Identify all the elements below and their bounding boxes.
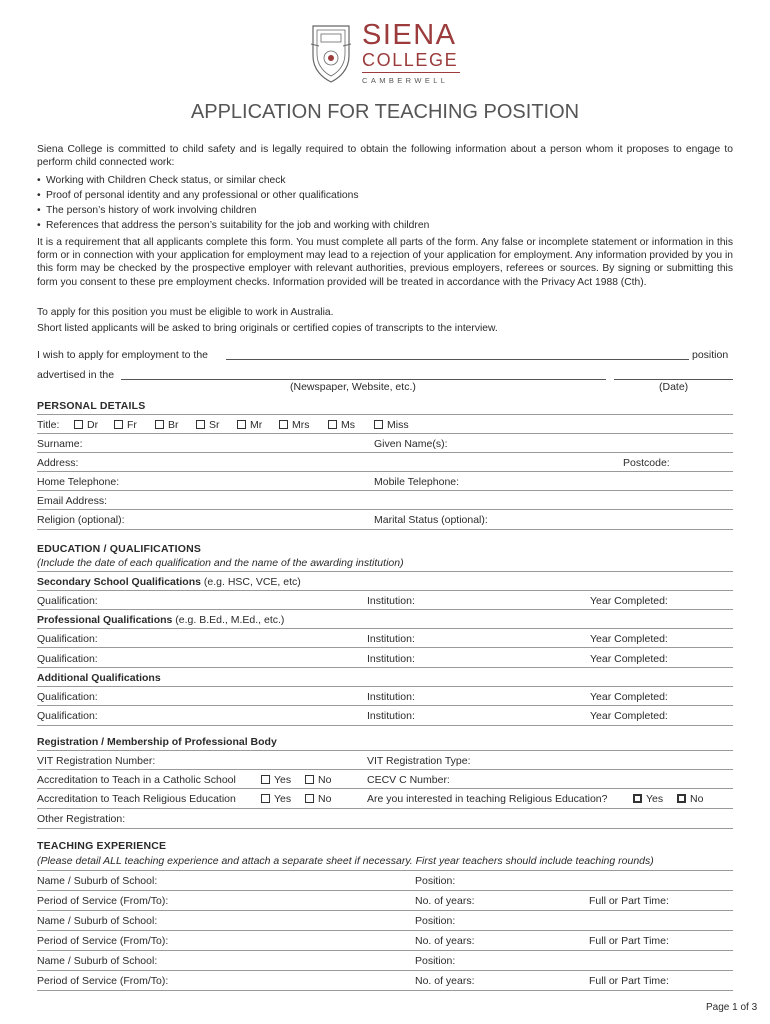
institution-field[interactable]: Institution: <box>367 691 415 703</box>
divider <box>37 930 733 931</box>
fulltime-field[interactable]: Full or Part Time: <box>589 935 669 947</box>
position-field[interactable]: Position: <box>415 915 456 927</box>
eligibility-text: To apply for this position you must be eligible to work in Australia. <box>37 307 334 318</box>
postcode-field[interactable]: Postcode: <box>623 457 670 469</box>
title-checkbox[interactable] <box>74 420 83 429</box>
intro-paragraph: Siena College is committed to child safety and is legally required to obtain the following information about a person whom it proposes to engage to perform child connected work: <box>37 144 733 169</box>
divider <box>37 828 733 829</box>
divider <box>37 509 733 510</box>
logo-divider <box>362 72 460 73</box>
page-title: APPLICATION FOR TEACHING POSITION <box>190 101 580 123</box>
title-checkbox[interactable] <box>196 420 205 429</box>
logo-college-word: COLLEGE <box>362 50 459 70</box>
no-label: No <box>690 793 704 805</box>
divider <box>37 452 733 453</box>
interested-re-no-checkbox[interactable] <box>677 794 686 803</box>
qualification-field[interactable]: Qualification: <box>37 691 98 703</box>
school-name-field[interactable]: Name / Suburb of School: <box>37 915 158 927</box>
experience-heading: TEACHING EXPERIENCE <box>37 840 167 852</box>
bullet-item: • Proof of personal identity and any professional or other qualifications <box>46 189 359 202</box>
yes-label: Yes <box>274 793 292 805</box>
secondary-heading: Secondary School Qualifications (e.g. HSC, VCE, etc) <box>37 576 301 588</box>
divider <box>37 590 733 591</box>
divider <box>37 970 733 971</box>
title-option: Sr <box>209 419 220 431</box>
year-completed-field[interactable]: Year Completed: <box>590 710 668 722</box>
institution-field[interactable]: Institution: <box>367 633 415 645</box>
logo-college-name: SIENA <box>362 19 457 51</box>
fulltime-field[interactable]: Full or Part Time: <box>589 895 669 907</box>
bullet-item: • The person’s history of work involving children <box>46 204 256 217</box>
accreditation-re-label: Accreditation to Teach Religious Education <box>37 793 236 805</box>
period-field[interactable]: Period of Service (From/To): <box>37 935 169 947</box>
vit-type-field[interactable]: VIT Registration Type: <box>367 755 471 767</box>
title-checkbox[interactable] <box>279 420 288 429</box>
title-option: Dr <box>87 419 99 431</box>
accreditation-re-yes-checkbox[interactable] <box>261 794 270 803</box>
date-input-line[interactable] <box>614 379 733 380</box>
divider <box>37 725 733 726</box>
religion-field[interactable]: Religion (optional): <box>37 514 125 526</box>
divider <box>37 769 733 770</box>
given-name-field[interactable]: Given Name(s): <box>374 438 448 450</box>
year-completed-field[interactable]: Year Completed: <box>590 633 668 645</box>
registration-heading: Registration / Membership of Professional Body <box>37 736 277 748</box>
title-label: Title: <box>37 419 60 431</box>
period-field[interactable]: Period of Service (From/To): <box>37 895 169 907</box>
divider <box>37 667 733 668</box>
school-name-field[interactable]: Name / Suburb of School: <box>37 955 158 967</box>
divider <box>37 433 733 434</box>
qualification-field[interactable]: Qualification: <box>37 653 98 665</box>
requirements-paragraph: It is a requirement that all applicants complete this form. You must complete all parts of the form. Any false or incomplete statement or information in this form or in connection with your application for employment may lead to a rejection of your application for employment. Any information provided by you in this form may be checked by the prospective employer with relevant authorities, previous employers, referees or sources. By signing or submitting this form you consent to these pre employment checks. Information provided will be treated in accordance with the Privacy Act 1988 (Cth). <box>37 237 733 288</box>
divider <box>37 788 733 789</box>
advertised-label: advertised in the <box>37 369 115 381</box>
position-input-line[interactable] <box>226 359 689 360</box>
divider <box>37 950 733 951</box>
surname-field[interactable]: Surname: <box>37 438 83 450</box>
yes-label: Yes <box>274 774 292 786</box>
years-field[interactable]: No. of years: <box>415 895 475 907</box>
divider <box>37 628 733 629</box>
title-checkbox[interactable] <box>237 420 246 429</box>
bullet-item: • References that address the person’s suitability for the job and working with children <box>46 219 429 232</box>
divider <box>37 571 733 572</box>
shortlist-text: Short listed applicants will be asked to bring originals or certified copies of transcripts to the interview. <box>37 323 498 334</box>
additional-heading: Additional Qualifications <box>37 672 161 684</box>
personal-details-heading: PERSONAL DETAILS <box>37 400 146 412</box>
logo-location: CAMBERWELL <box>362 76 449 85</box>
position-field[interactable]: Position: <box>415 875 456 887</box>
experience-note: (Please detail ALL teaching experience and attach a separate sheet if necessary. First year teachers should include teaching rounds) <box>37 855 654 867</box>
no-label: No <box>318 774 332 786</box>
professional-heading: Professional Qualifications (e.g. B.Ed., M.Ed., etc.) <box>37 614 285 626</box>
divider <box>37 609 733 610</box>
qualification-field[interactable]: Qualification: <box>37 710 98 722</box>
education-note: (Include the date of each qualification and the name of the awarding institution) <box>37 557 404 569</box>
education-heading: EDUCATION / QUALIFICATIONS <box>37 543 202 555</box>
position-field[interactable]: Position: <box>415 955 456 967</box>
fulltime-field[interactable]: Full or Part Time: <box>589 975 669 987</box>
source-hint: (Newspaper, Website, etc.) <box>290 381 416 393</box>
divider <box>37 990 733 991</box>
divider <box>37 705 733 706</box>
page-number: Page 1 of 3 <box>706 1002 758 1013</box>
institution-field[interactable]: Institution: <box>367 595 415 607</box>
divider <box>37 890 733 891</box>
institution-field[interactable]: Institution: <box>367 653 415 665</box>
divider <box>37 686 733 687</box>
title-option: Fr <box>127 419 137 431</box>
apply-label: I wish to apply for employment to the <box>37 349 208 361</box>
title-option: Miss <box>387 419 409 431</box>
accreditation-catholic-label: Accreditation to Teach in a Catholic School <box>37 774 236 786</box>
marital-status-field[interactable]: Marital Status (optional): <box>374 514 488 526</box>
vit-number-field[interactable]: VIT Registration Number: <box>37 755 156 767</box>
address-field[interactable]: Address: <box>37 457 79 469</box>
accreditation-catholic-yes-checkbox[interactable] <box>261 775 270 784</box>
interested-re-yes-checkbox[interactable] <box>633 794 642 803</box>
title-checkbox[interactable] <box>155 420 164 429</box>
email-field[interactable]: Email Address: <box>37 495 108 507</box>
divider <box>37 808 733 809</box>
divider <box>37 910 733 911</box>
title-option: Br <box>168 419 179 431</box>
accreditation-re-no-checkbox[interactable] <box>305 794 314 803</box>
divider <box>37 647 733 648</box>
mobile-telephone-field[interactable]: Mobile Telephone: <box>374 476 460 488</box>
qualification-field[interactable]: Qualification: <box>37 633 98 645</box>
institution-field[interactable]: Institution: <box>367 710 415 722</box>
year-completed-field[interactable]: Year Completed: <box>590 653 668 665</box>
divider <box>37 471 733 472</box>
title-checkbox[interactable] <box>374 420 383 429</box>
school-name-field[interactable]: Name / Suburb of School: <box>37 875 158 887</box>
bullet-item: • Working with Children Check status, or similar check <box>46 174 286 187</box>
advertised-input-line[interactable] <box>121 379 606 380</box>
title-option: Mr <box>250 419 263 431</box>
title-checkbox[interactable] <box>114 420 123 429</box>
divider <box>37 870 733 871</box>
school-crest-icon <box>309 22 353 86</box>
years-field[interactable]: No. of years: <box>415 935 475 947</box>
year-completed-field[interactable]: Year Completed: <box>590 595 668 607</box>
no-label: No <box>318 793 332 805</box>
divider <box>37 529 733 530</box>
accreditation-catholic-no-checkbox[interactable] <box>305 775 314 784</box>
years-field[interactable]: No. of years: <box>415 975 475 987</box>
position-label: position <box>692 349 729 361</box>
interested-re-label: Are you interested in teaching Religious Education? <box>367 793 608 805</box>
qualification-field[interactable]: Qualification: <box>37 595 98 607</box>
title-option: Mrs <box>292 419 310 431</box>
year-completed-field[interactable]: Year Completed: <box>590 691 668 703</box>
home-telephone-field[interactable]: Home Telephone: <box>37 476 120 488</box>
title-option: Ms <box>341 419 355 431</box>
title-checkbox[interactable] <box>328 420 337 429</box>
yes-label: Yes <box>646 793 664 805</box>
date-hint: (Date) <box>659 381 689 393</box>
divider <box>37 414 733 415</box>
divider <box>37 490 733 491</box>
cecvc-number-field[interactable]: CECV C Number: <box>367 774 450 786</box>
other-registration-field[interactable]: Other Registration: <box>37 813 126 825</box>
divider <box>37 750 733 751</box>
period-field[interactable]: Period of Service (From/To): <box>37 975 169 987</box>
